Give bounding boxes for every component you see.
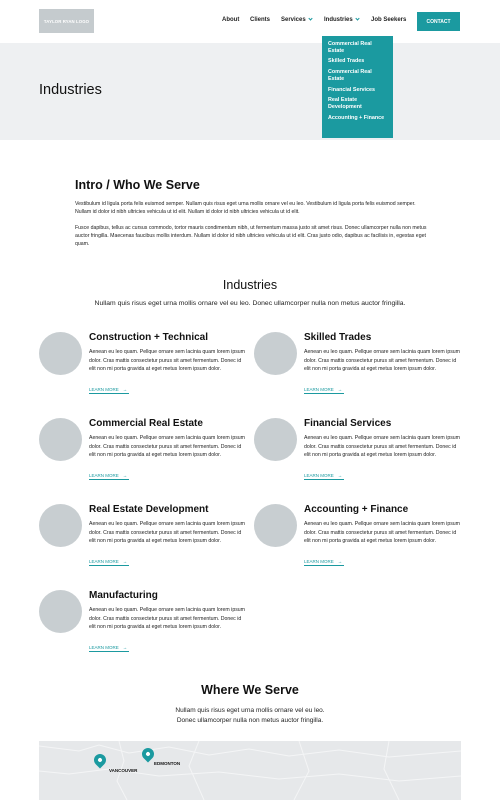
- arrow-right-icon: →: [122, 559, 128, 564]
- learn-more-label: LEARN MORE: [89, 645, 119, 650]
- nav-services[interactable]: [281, 17, 312, 23]
- industry-image: [254, 332, 297, 375]
- dropdown-item-accounting-finance[interactable]: Accounting + Finance: [328, 114, 385, 121]
- industry-image: [39, 590, 82, 633]
- industry-card-manufacturing: [39, 590, 249, 670]
- contact-button[interactable]: CONTACT: [417, 12, 460, 31]
- dropdown-item-skilled-trades[interactable]: Skilled Trades: [328, 58, 365, 65]
- industry-description: Aenean eu leo quam. Pellque ornare sem lacinia quam lorem ipsum dolor. Cras mattis consectetur purus sit amet fermentum. Donec id elit non mi porta gravida at eget metus lorem ipsum dolor.: [304, 521, 460, 545]
- service-area-map[interactable]: [39, 741, 461, 800]
- industry-image: [39, 332, 82, 375]
- industry-image: [39, 504, 82, 547]
- industry-image: [254, 504, 297, 547]
- nav-clients[interactable]: Clients: [250, 17, 271, 23]
- industries-dropdown: [322, 36, 393, 138]
- intro-heading: Intro / Who We Serve: [75, 178, 200, 192]
- learn-more-link[interactable]: [89, 645, 129, 652]
- intro-paragraph-1: Vestibulum id ligula porta felis euismod semper. Nullam quis risus eget urna mollis ornare vel eu leo. Vestibulum id ligula porta felis euismod semper. Nullam id dolor id nibh ultricies vehicula ut id elit. Nullam id dolor id nibh ultricies vehicula ut id elit.: [75, 201, 416, 215]
- chevron-down-icon: [355, 16, 359, 20]
- nav-industries[interactable]: [324, 17, 359, 23]
- learn-more-link[interactable]: [304, 559, 344, 566]
- industry-description: Aenean eu leo quam. Pellque ornare sem lacinia quam lorem ipsum dolor. Cras mattis consectetur purus sit amet fermentum. Donec id elit non mi porta gravida at eget metus lorem ipsum dolor.: [89, 435, 245, 459]
- industry-description: Aenean eu leo quam. Pellque ornare sem lacinia quam lorem ipsum dolor. Cras mattis consectetur purus sit amet fermentum. Donec id elit non mi porta gravida at eget metus lorem ipsum dolor.: [304, 435, 460, 459]
- dropdown-item-commercial-real-estate[interactable]: Commercial Real Estate: [328, 41, 372, 54]
- industry-title: Construction + Technical: [89, 332, 208, 343]
- dropdown-item-commercial-real-estate-2[interactable]: Commercial Real Estate: [328, 69, 372, 82]
- industry-image: [39, 418, 82, 461]
- industry-card-accounting-finance: [254, 504, 464, 584]
- industry-card-real-estate-development: [39, 504, 249, 584]
- industry-card-construction: [39, 332, 249, 412]
- page-title: Industries: [39, 82, 102, 98]
- dropdown-item-real-estate-development[interactable]: Real Estate Development: [328, 97, 362, 110]
- logo[interactable]: TAYLOR RYAN LOGO: [39, 9, 94, 33]
- site-header: [0, 0, 500, 43]
- learn-more-label: LEARN MORE: [304, 387, 334, 392]
- industry-card-financial-services: [254, 418, 464, 498]
- industries-subtitle: Nullam quis risus eget urna mollis ornare vel eu leo. Donec ullamcorper nulla non metus auctor fringilla.: [94, 300, 406, 307]
- where-we-serve-subtitle: Nullam quis risus eget urna mollis ornare vel eu leo. Donec ullamcorper nulla non metus auctor fringilla.: [175, 707, 325, 724]
- industry-title: Skilled Trades: [304, 332, 372, 343]
- industry-description: Aenean eu leo quam. Pellque ornare sem lacinia quam lorem ipsum dolor. Cras mattis consectetur purus sit amet fermentum. Donec id elit non mi porta gravida at eget metus lorem ipsum dolor.: [89, 349, 245, 373]
- industry-card-skilled-trades: [254, 332, 464, 412]
- learn-more-link[interactable]: [89, 473, 129, 480]
- city-label-vancouver: VANCOUVER: [109, 768, 138, 773]
- learn-more-label: LEARN MORE: [89, 559, 119, 564]
- arrow-right-icon: →: [122, 645, 128, 650]
- industries-heading: Industries: [222, 278, 278, 292]
- intro-paragraph-2: Fusce dapibus, tellus ac cursus commodo, tortor mauris condimentum nibh, ut fermentum massa justo sit amet risus. Donec ullamcorper nulla non metus auctor fringilla. Maecenas faucibus mollis interdum. Nullam id dolor id nibh ultricies vehicula ut id elit. Cras justo odio, dapibus ac facilisis in, egestas eget quam.: [75, 225, 427, 247]
- arrow-right-icon: →: [122, 387, 128, 392]
- arrow-right-icon: →: [337, 387, 343, 392]
- learn-more-label: LEARN MORE: [89, 473, 119, 478]
- learn-more-label: LEARN MORE: [304, 559, 334, 564]
- nav-industries-label: Industries: [324, 17, 353, 23]
- learn-more-label: LEARN MORE: [304, 473, 334, 478]
- industry-image: [254, 418, 297, 461]
- nav-about[interactable]: About: [222, 17, 240, 23]
- arrow-right-icon: →: [122, 473, 128, 478]
- arrow-right-icon: →: [337, 473, 343, 478]
- dropdown-item-financial-services[interactable]: Financial Services: [328, 86, 376, 93]
- industry-title: Financial Services: [304, 418, 392, 429]
- industry-description: Aenean eu leo quam. Pellque ornare sem lacinia quam lorem ipsum dolor. Cras mattis consectetur purus sit amet fermentum. Donec id elit non mi porta gravida at eget metus lorem ipsum dolor.: [89, 521, 245, 545]
- city-label-edmonton: EDMONTON: [154, 761, 181, 766]
- map-background: [39, 741, 461, 800]
- learn-more-link[interactable]: [304, 473, 344, 480]
- industry-description: Aenean eu leo quam. Pellque ornare sem lacinia quam lorem ipsum dolor. Cras mattis consectetur purus sit amet fermentum. Donec id elit non mi porta gravida at eget metus lorem ipsum dolor.: [89, 607, 245, 631]
- industry-card-commercial-real-estate: [39, 418, 249, 498]
- chevron-down-icon: [308, 16, 312, 20]
- industry-title: Accounting + Finance: [304, 504, 409, 515]
- where-we-serve-heading: Where We Serve: [201, 683, 299, 697]
- learn-more-label: LEARN MORE: [89, 387, 119, 392]
- arrow-right-icon: →: [337, 559, 343, 564]
- learn-more-link[interactable]: [89, 387, 129, 394]
- industry-title: Manufacturing: [89, 590, 158, 601]
- industry-description: Aenean eu leo quam. Pellque ornare sem lacinia quam lorem ipsum dolor. Cras mattis consectetur purus sit amet fermentum. Donec id elit non mi porta gravida at eget metus lorem ipsum dolor.: [304, 349, 460, 373]
- industry-title: Commercial Real Estate: [89, 418, 203, 429]
- industry-title: Real Estate Development: [89, 504, 209, 515]
- learn-more-link[interactable]: [304, 387, 344, 394]
- nav-services-label: Services: [281, 17, 306, 23]
- learn-more-link[interactable]: [89, 559, 129, 566]
- nav-job-seekers[interactable]: Job Seekers: [371, 17, 407, 23]
